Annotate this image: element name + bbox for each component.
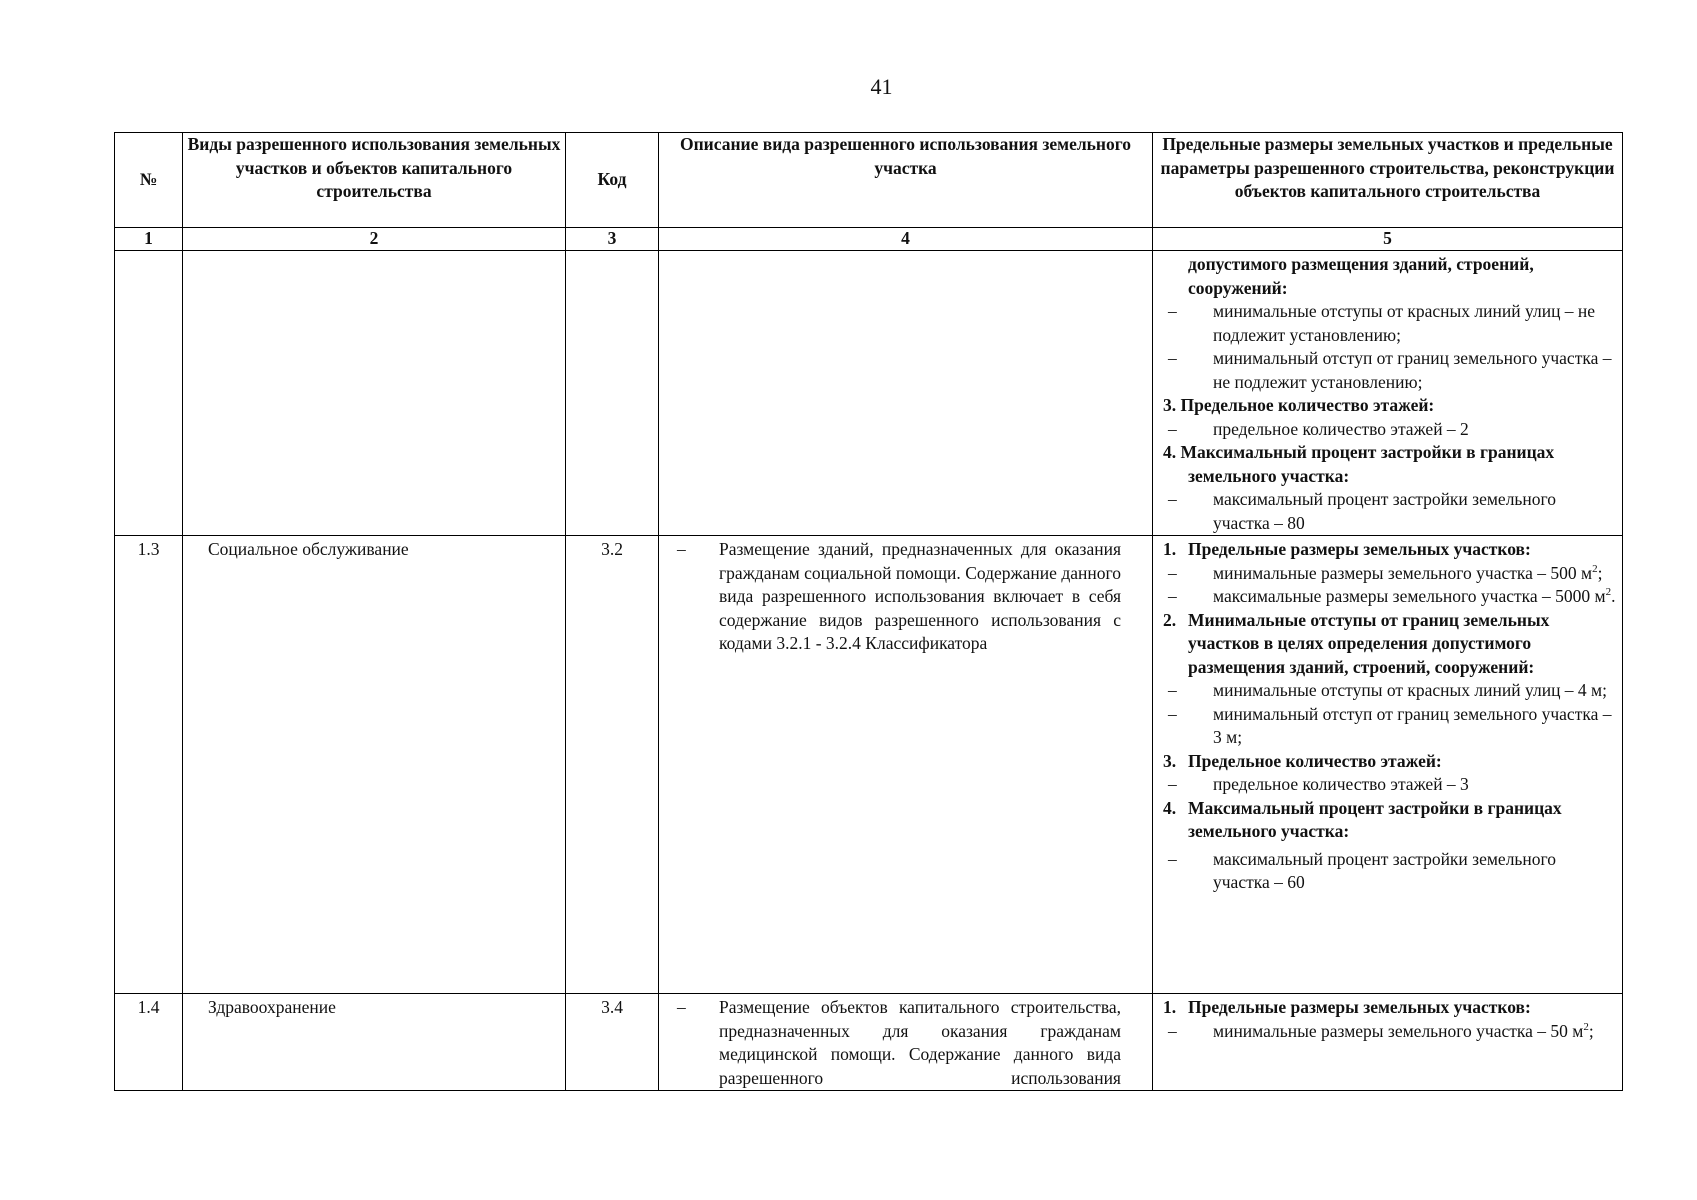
column-number: 3 — [566, 228, 659, 251]
header-use-type: Виды разрешенного использования земельных участков и объектов капитального строительства — [183, 133, 566, 228]
cell-parameters — [1153, 536, 1623, 994]
cell-use-type: Здравоохранение — [183, 994, 566, 1091]
cell-code: 3.4 — [566, 994, 659, 1091]
table-row — [115, 994, 1623, 1091]
table-header-row — [115, 133, 1623, 228]
bullet-text: минимальный отступ от границ земельного участка – 3 м; — [1213, 703, 1612, 747]
param-heading: 4. Максимальный процент застройки в границах земельного участка: — [1163, 442, 1555, 486]
bullet-text: минимальные размеры земельного участка – 50 $м^2$; — [1213, 1020, 1594, 1041]
header-number: № — [115, 133, 183, 228]
bullet-text: минимальные отступы от красных линий улиц – не подлежит установлению; — [1213, 301, 1596, 345]
dash-marker: – — [677, 539, 686, 559]
param-heading: 3. Предельное количество этажей: — [1163, 395, 1435, 415]
heading-text: Предельное количество этажей: — [1188, 750, 1442, 771]
column-number: 1 — [115, 228, 183, 251]
description-text: Размещение зданий, предназначенных для оказания гражданам социальной помощи. Содержание данного вида разрешенного использования включает в себя содержание видов разрешенного использования с кодами 3.2.1 - 3.2.4 Классификатора — [719, 539, 1121, 653]
param-bullet — [1163, 679, 1616, 703]
dash-marker: – — [1168, 586, 1177, 606]
param-heading — [1163, 538, 1616, 562]
param-bullet — [1163, 703, 1616, 750]
cell-description — [659, 251, 1153, 536]
column-number: 4 — [659, 228, 1153, 251]
cell-use-type: Социальное обслуживание — [183, 536, 566, 994]
description-text: Размещение объектов капитального строительства, предназначенных для оказания гражданам медицинской помощи. Содержание данного вида разрешенного использования — [719, 997, 1121, 1088]
cell-number: 1.4 — [115, 994, 183, 1091]
heading-text: Предельные размеры земельных участков: — [1188, 539, 1531, 559]
cell-code — [566, 251, 659, 536]
param-bullet — [1163, 300, 1616, 347]
dash-marker: – — [1168, 562, 1177, 583]
bullet-text: минимальные отступы от красных линий улиц – 4 м; — [1213, 680, 1607, 700]
heading-number: 2. — [1163, 609, 1177, 630]
dash-marker: – — [1168, 348, 1177, 368]
column-number-row — [115, 228, 1623, 251]
cell-description — [659, 536, 1153, 994]
dash-marker: – — [1168, 301, 1177, 321]
table-row — [115, 536, 1623, 994]
param-bullet — [1163, 773, 1616, 797]
bullet-text: предельное количество этажей – 2 — [1213, 418, 1469, 439]
dash-marker: – — [1168, 418, 1177, 439]
bullet-text: минимальный отступ от границ земельного участка – не подлежит установлению; — [1213, 348, 1612, 392]
cell-number: 1.3 — [115, 536, 183, 994]
param-bullet — [1163, 848, 1616, 895]
cell-use-type — [183, 251, 566, 536]
param-heading — [1163, 609, 1616, 680]
param-heading — [1163, 797, 1616, 844]
heading-number: 1. — [1163, 997, 1177, 1017]
param-heading-continuation: допустимого размещения зданий, строений, сооружений: — [1188, 254, 1534, 298]
dash-marker: – — [677, 997, 686, 1017]
param-bullet — [1163, 488, 1616, 535]
header-description: Описание вида разрешенного использования земельного участка — [659, 133, 1153, 228]
param-bullet — [1163, 418, 1616, 442]
dash-marker: – — [1168, 680, 1177, 700]
header-code: Код — [566, 133, 659, 228]
param-heading — [1163, 996, 1616, 1020]
column-number: 2 — [183, 228, 566, 251]
dash-marker: – — [1168, 1020, 1177, 1041]
cell-parameters — [1153, 251, 1623, 536]
heading-number: 1. — [1163, 539, 1177, 559]
bullet-text: максимальный процент застройки земельного участка – 60 — [1213, 848, 1557, 892]
dash-marker: – — [1168, 489, 1177, 509]
zoning-table — [114, 132, 1623, 1091]
dash-marker: – — [1168, 774, 1177, 794]
bullet-text: предельное количество этажей – 3 — [1213, 774, 1469, 794]
cell-code: 3.2 — [566, 536, 659, 994]
table-row — [115, 251, 1623, 536]
param-bullet — [1163, 562, 1616, 586]
param-bullet — [1163, 1020, 1616, 1044]
column-number: 5 — [1153, 228, 1623, 251]
heading-text: Предельные размеры земельных участков: — [1188, 997, 1531, 1017]
dash-marker: – — [1168, 703, 1177, 724]
bullet-text: максимальные размеры земельного участка – 5000 $м^2$. — [1213, 586, 1616, 606]
heading-text: Минимальные отступы от границ земельных участков в целях определения допустимого размещения зданий, строений, сооружений: — [1188, 609, 1550, 677]
heading-text: Максимальный процент застройки в границах земельного участка: — [1188, 797, 1562, 841]
cell-number — [115, 251, 183, 536]
bullet-text: максимальный процент застройки земельного участка – 80 — [1213, 489, 1557, 533]
cell-description — [659, 994, 1153, 1091]
dash-marker: – — [1168, 848, 1177, 869]
heading-number: 4. — [1163, 797, 1177, 818]
param-bullet — [1163, 585, 1616, 609]
header-parameters: Предельные размеры земельных участков и предельные параметры разрешенного строительства, реконструкции объектов капитального строительства — [1153, 133, 1623, 228]
bullet-text: минимальные размеры земельного участка – 500 $м^2$; — [1213, 562, 1603, 583]
page-number: 41 — [870, 74, 893, 99]
heading-number: 3. — [1163, 750, 1177, 771]
cell-parameters — [1153, 994, 1623, 1091]
param-bullet — [1163, 347, 1616, 394]
param-heading — [1163, 750, 1616, 774]
